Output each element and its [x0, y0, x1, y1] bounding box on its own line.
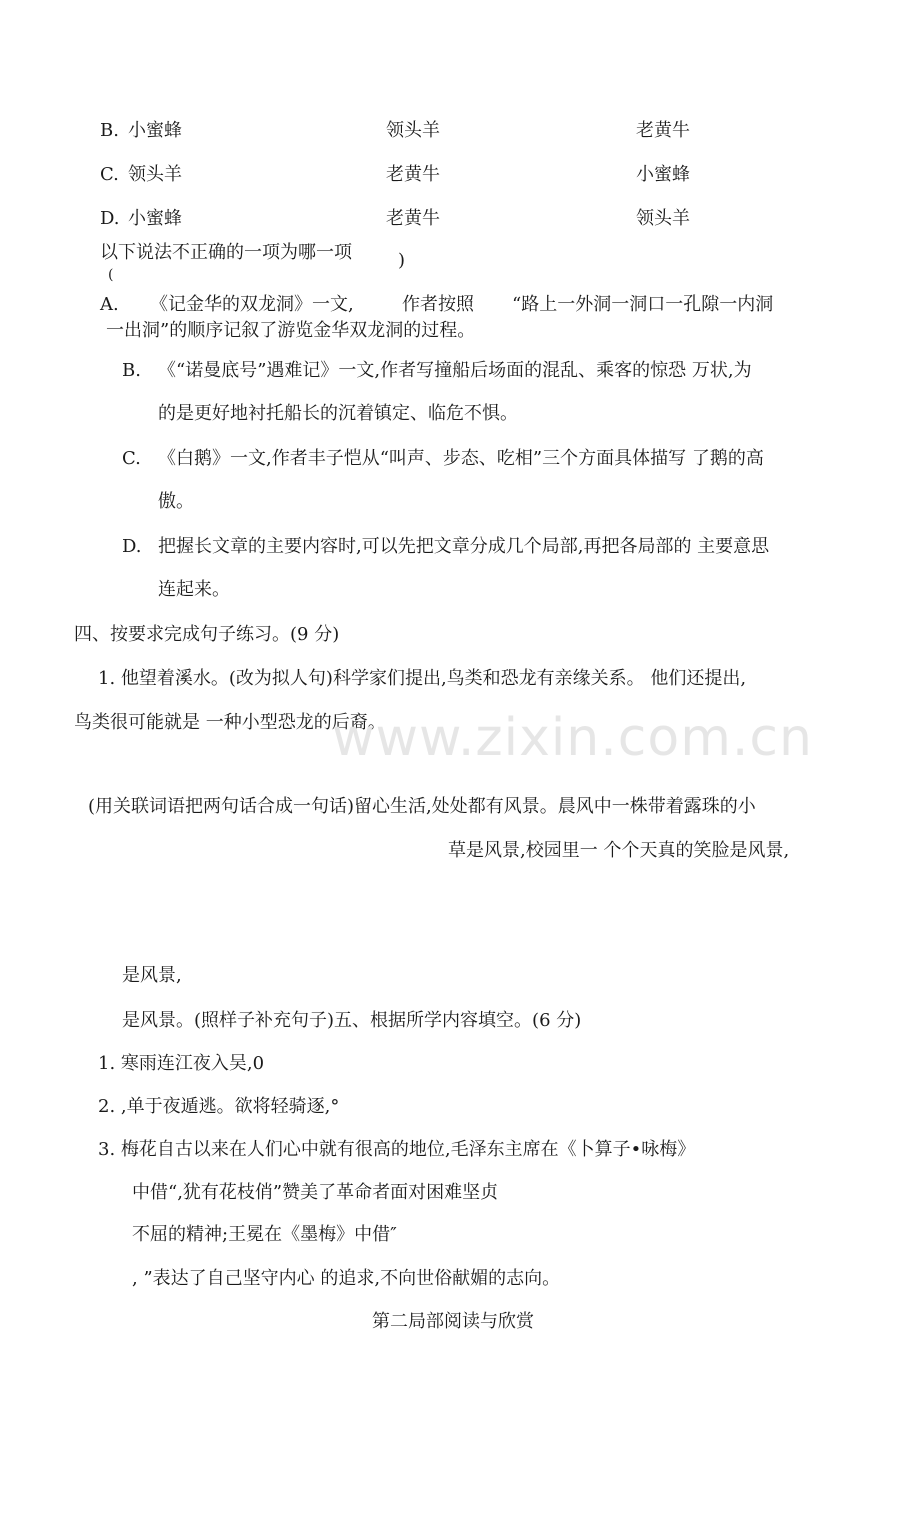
part-2-heading: 第二局部阅读与欣赏 — [372, 1311, 534, 1332]
option-cell: 老黄牛 — [386, 208, 440, 229]
option-cell: 领头羊 — [636, 208, 690, 229]
section-5-item-3-line1: 3. 梅花自古以来在人们心中就有很高的地位,毛泽东主席在《卜算子•咏梅》 — [98, 1139, 696, 1160]
section-4-item-2-line2: 草是风景,校园里一 个个天真的笑脸是风景, — [448, 840, 790, 861]
option-cell: 领头羊 — [386, 120, 440, 141]
choice-d-line1: 把握长文章的主要内容时,可以先把文章分成几个局部,再把各局部的 主要意思 — [158, 536, 770, 557]
option-cell: 小蜜蜂 — [128, 208, 182, 229]
section-4-item-3-line2: 是风景。(照样子补充句子)五、根据所学内容填空。(6 分) — [122, 1010, 582, 1031]
section-4-item-1-line2: 鸟类很可能就是 一种小型恐龙的后裔。 — [74, 712, 386, 733]
choice-a-letter: A. — [100, 294, 119, 315]
option-cell: 老黄牛 — [636, 120, 690, 141]
section-5-item-1: 1. 寒雨连江夜入吴,0 — [98, 1053, 265, 1074]
choice-a-line2: 一出洞”的顺序记叙了游览金华双龙洞的过程。 — [106, 320, 476, 341]
choice-d-letter: D. — [122, 536, 142, 557]
section-5-item-2: 2. ,单于夜遁逃。欲将轻骑逐,° — [98, 1096, 340, 1117]
choice-b-line1: 《“诺曼底号”遇难记》一文,作者写撞船后场面的混乱、乘客的惊恐 万状,为 — [158, 360, 752, 381]
option-cell: 老黄牛 — [386, 164, 440, 185]
question-paren-open: ( — [108, 267, 114, 283]
choice-d-line2: 连起来。 — [158, 579, 230, 600]
choice-b-line2: 的是更好地衬托船长的沉着镇定、临危不惧。 — [158, 403, 518, 424]
choice-a-part3: “路上一外洞一洞口一孔隙一内洞 — [512, 294, 774, 315]
option-letter: C. — [100, 164, 119, 185]
watermark: www.zixin.com.cn — [332, 708, 813, 768]
section-4-item-2-line1: (用关联词语把两句话合成一句话)留心生活,处处都有风景。晨风中一株带着露珠的小 — [88, 796, 756, 817]
choice-c-line1: 《白鹅》一文,作者丰子恺从“叫声、步态、吃相”三个方面具体描写 了鹅的高 — [158, 448, 764, 469]
option-cell: 领头羊 — [128, 164, 182, 185]
choice-b-letter: B. — [122, 360, 141, 381]
choice-a-part2: 作者按照 — [402, 294, 474, 315]
option-cell: 小蜜蜂 — [128, 120, 182, 141]
section-4-item-1-line1: 1. 他望着溪水。(改为拟人句)科学家们提出,鸟类和恐龙有亲缘关系。 他们还提出, — [98, 668, 747, 689]
question-paren-close: ) — [398, 250, 406, 271]
section-4-item-3-line1: 是风景, — [122, 965, 182, 986]
option-letter: B. — [100, 120, 119, 141]
option-cell: 小蜜蜂 — [636, 164, 690, 185]
section-5-item-3-line2: 中借“,犹有花枝俏”赞美了革命者面对困难坚贞 — [132, 1182, 499, 1203]
choice-a-part1: 《记金华的双龙洞》一文, — [150, 294, 354, 315]
section-5-item-3-line3: 不屈的精神;王冕在《墨梅》中借″ — [132, 1224, 397, 1245]
choice-c-line2: 傲。 — [158, 491, 194, 512]
choice-c-letter: C. — [122, 448, 141, 469]
section-5-item-3-line4: , ”表达了自己坚守内心 的追求,不向世俗献媚的志向。 — [132, 1268, 561, 1289]
option-letter: D. — [100, 208, 120, 229]
question-stem: 以下说法不正确的一项为哪一项 — [100, 242, 352, 263]
section-4-heading: 四、按要求完成句子练习。(9 分) — [74, 624, 340, 645]
